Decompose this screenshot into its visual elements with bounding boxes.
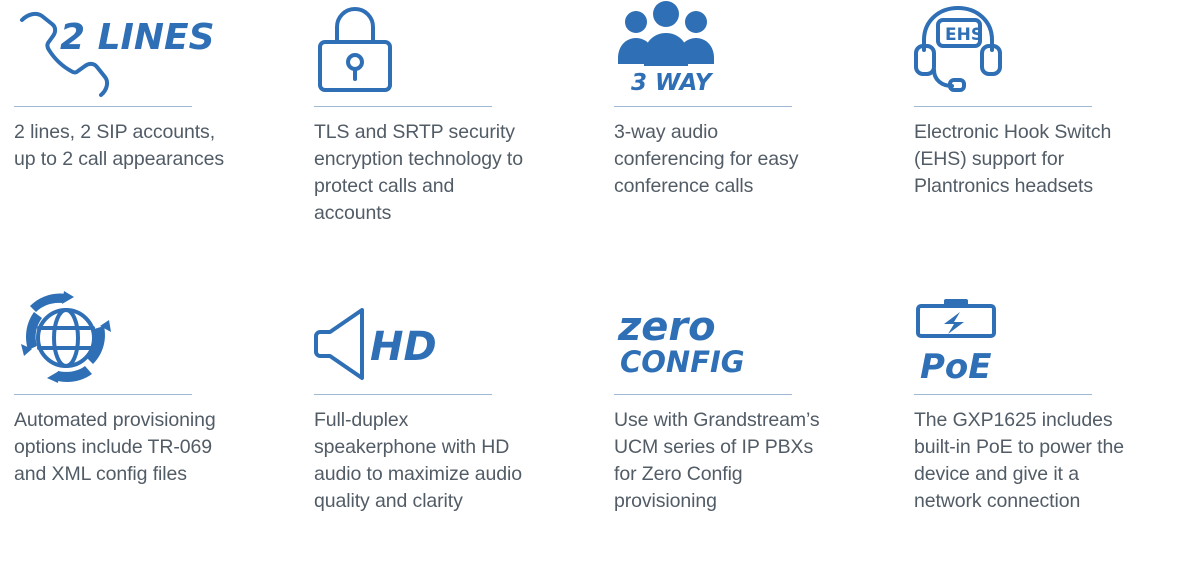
hd-speaker-icon <box>314 298 499 384</box>
padlock-icon <box>314 0 499 96</box>
feature-description: 2 lines, 2 SIP accounts, up to 2 call appearances <box>14 121 225 170</box>
feature-card-provisioning <box>0 288 300 577</box>
feature-description: Use with Grandstream’s UCM series of IP PBXs for Zero Config provisioning <box>614 409 820 512</box>
divider <box>914 394 1092 395</box>
feature-description: Automated provisioning options include TR-069 and XML config files <box>14 409 216 485</box>
icon-area <box>314 0 586 100</box>
feature-card-3-way <box>600 0 900 288</box>
feature-card-2-lines <box>0 0 300 288</box>
icon-label-config: CONFIG <box>620 345 745 379</box>
two-lines-phone-icon <box>14 6 215 96</box>
divider <box>14 394 192 395</box>
ehs-headset-icon <box>914 4 1099 96</box>
icon-area <box>14 0 286 100</box>
divider <box>614 106 792 107</box>
feature-description: TLS and SRTP security encryption technology to protect calls and accounts <box>314 121 523 224</box>
icon-label: 2 LINES <box>60 17 215 58</box>
icon-label: PoE <box>920 347 992 387</box>
divider <box>914 106 1092 107</box>
feature-card-zero-config <box>600 288 900 577</box>
icon-area <box>614 288 886 388</box>
feature-description: Electronic Hook Switch (EHS) support for Plantronics headsets <box>914 121 1112 197</box>
icon-label: EHS <box>945 25 984 45</box>
feature-description: The GXP1625 includes built-in PoE to power the device and give it a network connection <box>914 409 1124 512</box>
three-way-people-icon <box>614 4 799 96</box>
feature-description: 3-way audio conferencing for easy conference calls <box>614 121 799 197</box>
feature-card-poe <box>900 288 1200 577</box>
zero-config-icon <box>614 294 799 384</box>
icon-area <box>914 0 1186 100</box>
divider <box>314 106 492 107</box>
divider <box>14 106 192 107</box>
divider <box>614 394 792 395</box>
divider <box>314 394 492 395</box>
icon-area <box>314 288 586 388</box>
globe-provisioning-icon <box>14 288 199 384</box>
icon-label: HD <box>370 324 437 370</box>
icon-area <box>614 0 886 100</box>
poe-battery-icon <box>914 292 1099 387</box>
feature-card-security <box>300 0 600 288</box>
icon-label-zero: zero <box>618 304 716 350</box>
feature-description: Full-duplex speakerphone with HD audio to maximize audio quality and clarity <box>314 409 522 512</box>
icon-label: 3 WAY <box>631 70 712 96</box>
icon-area <box>914 288 1186 388</box>
icon-area <box>14 288 286 388</box>
feature-card-ehs <box>900 0 1200 288</box>
feature-card-hd-audio <box>300 288 600 577</box>
